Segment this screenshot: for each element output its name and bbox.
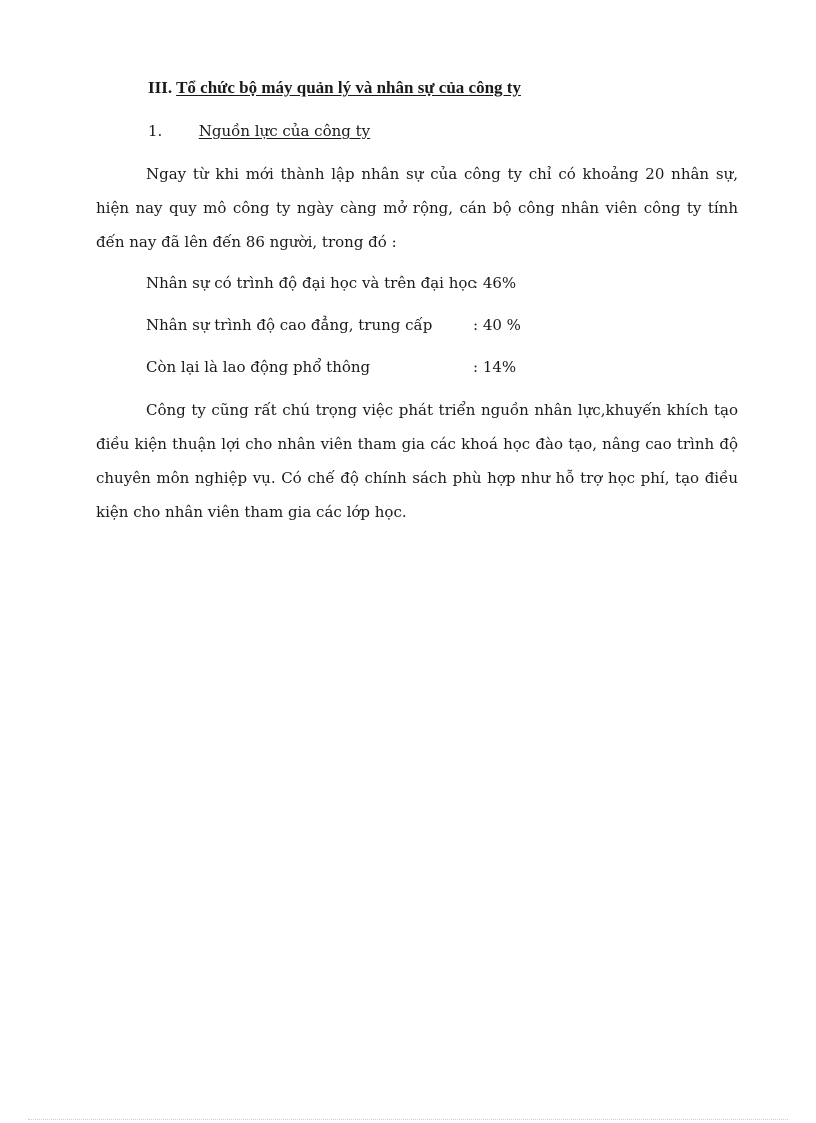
subsection-title: Nguồn lực của công ty [198,122,371,140]
stat-row-university [146,274,516,292]
section-title: Tổ chức bộ máy quản lý và nhân sự của công ty [176,78,521,97]
stat-value: : 14% [473,358,517,376]
intro-paragraph: Ngay từ khi mới thành lập nhân sự của công ty chỉ có khoảng 20 nhân sự, hiện nay quy mô công ty ngày càng mở rộng, cán bộ công nhân viên công ty tính đến nay đã lên đến 86 người, trong đó : [96,165,738,251]
stat-label: Nhân sự trình độ cao đẳng, trung cấp [146,316,433,334]
section-heading [148,78,521,98]
stat-row-general-labor [146,358,516,376]
page-bottom-divider [28,1119,788,1120]
stat-label: Còn lại là lao động phổ thông [146,358,371,376]
subsection-heading [148,122,370,140]
stat-row-college [146,316,521,334]
stat-value: : 46% [473,274,517,292]
development-paragraph: Công ty cũng rất chú trọng việc phát triển nguồn nhân lực,khuyến khích tạo điều kiện thuận lợi cho nhân viên tham gia các khoá học đào tạo, nâng cao trình độ chuyên môn nghiệp vụ. Có chế độ chính sách phù hợp như hỗ trợ học phí, tạo điều kiện cho nhân viên tham gia các lớp học. [96,401,738,521]
stat-value: : 40 % [473,316,521,334]
stat-label: Nhân sự có trình độ đại học và trên đại học [146,274,476,292]
subsection-number: 1. [148,122,163,140]
section-number: III. [148,78,173,97]
